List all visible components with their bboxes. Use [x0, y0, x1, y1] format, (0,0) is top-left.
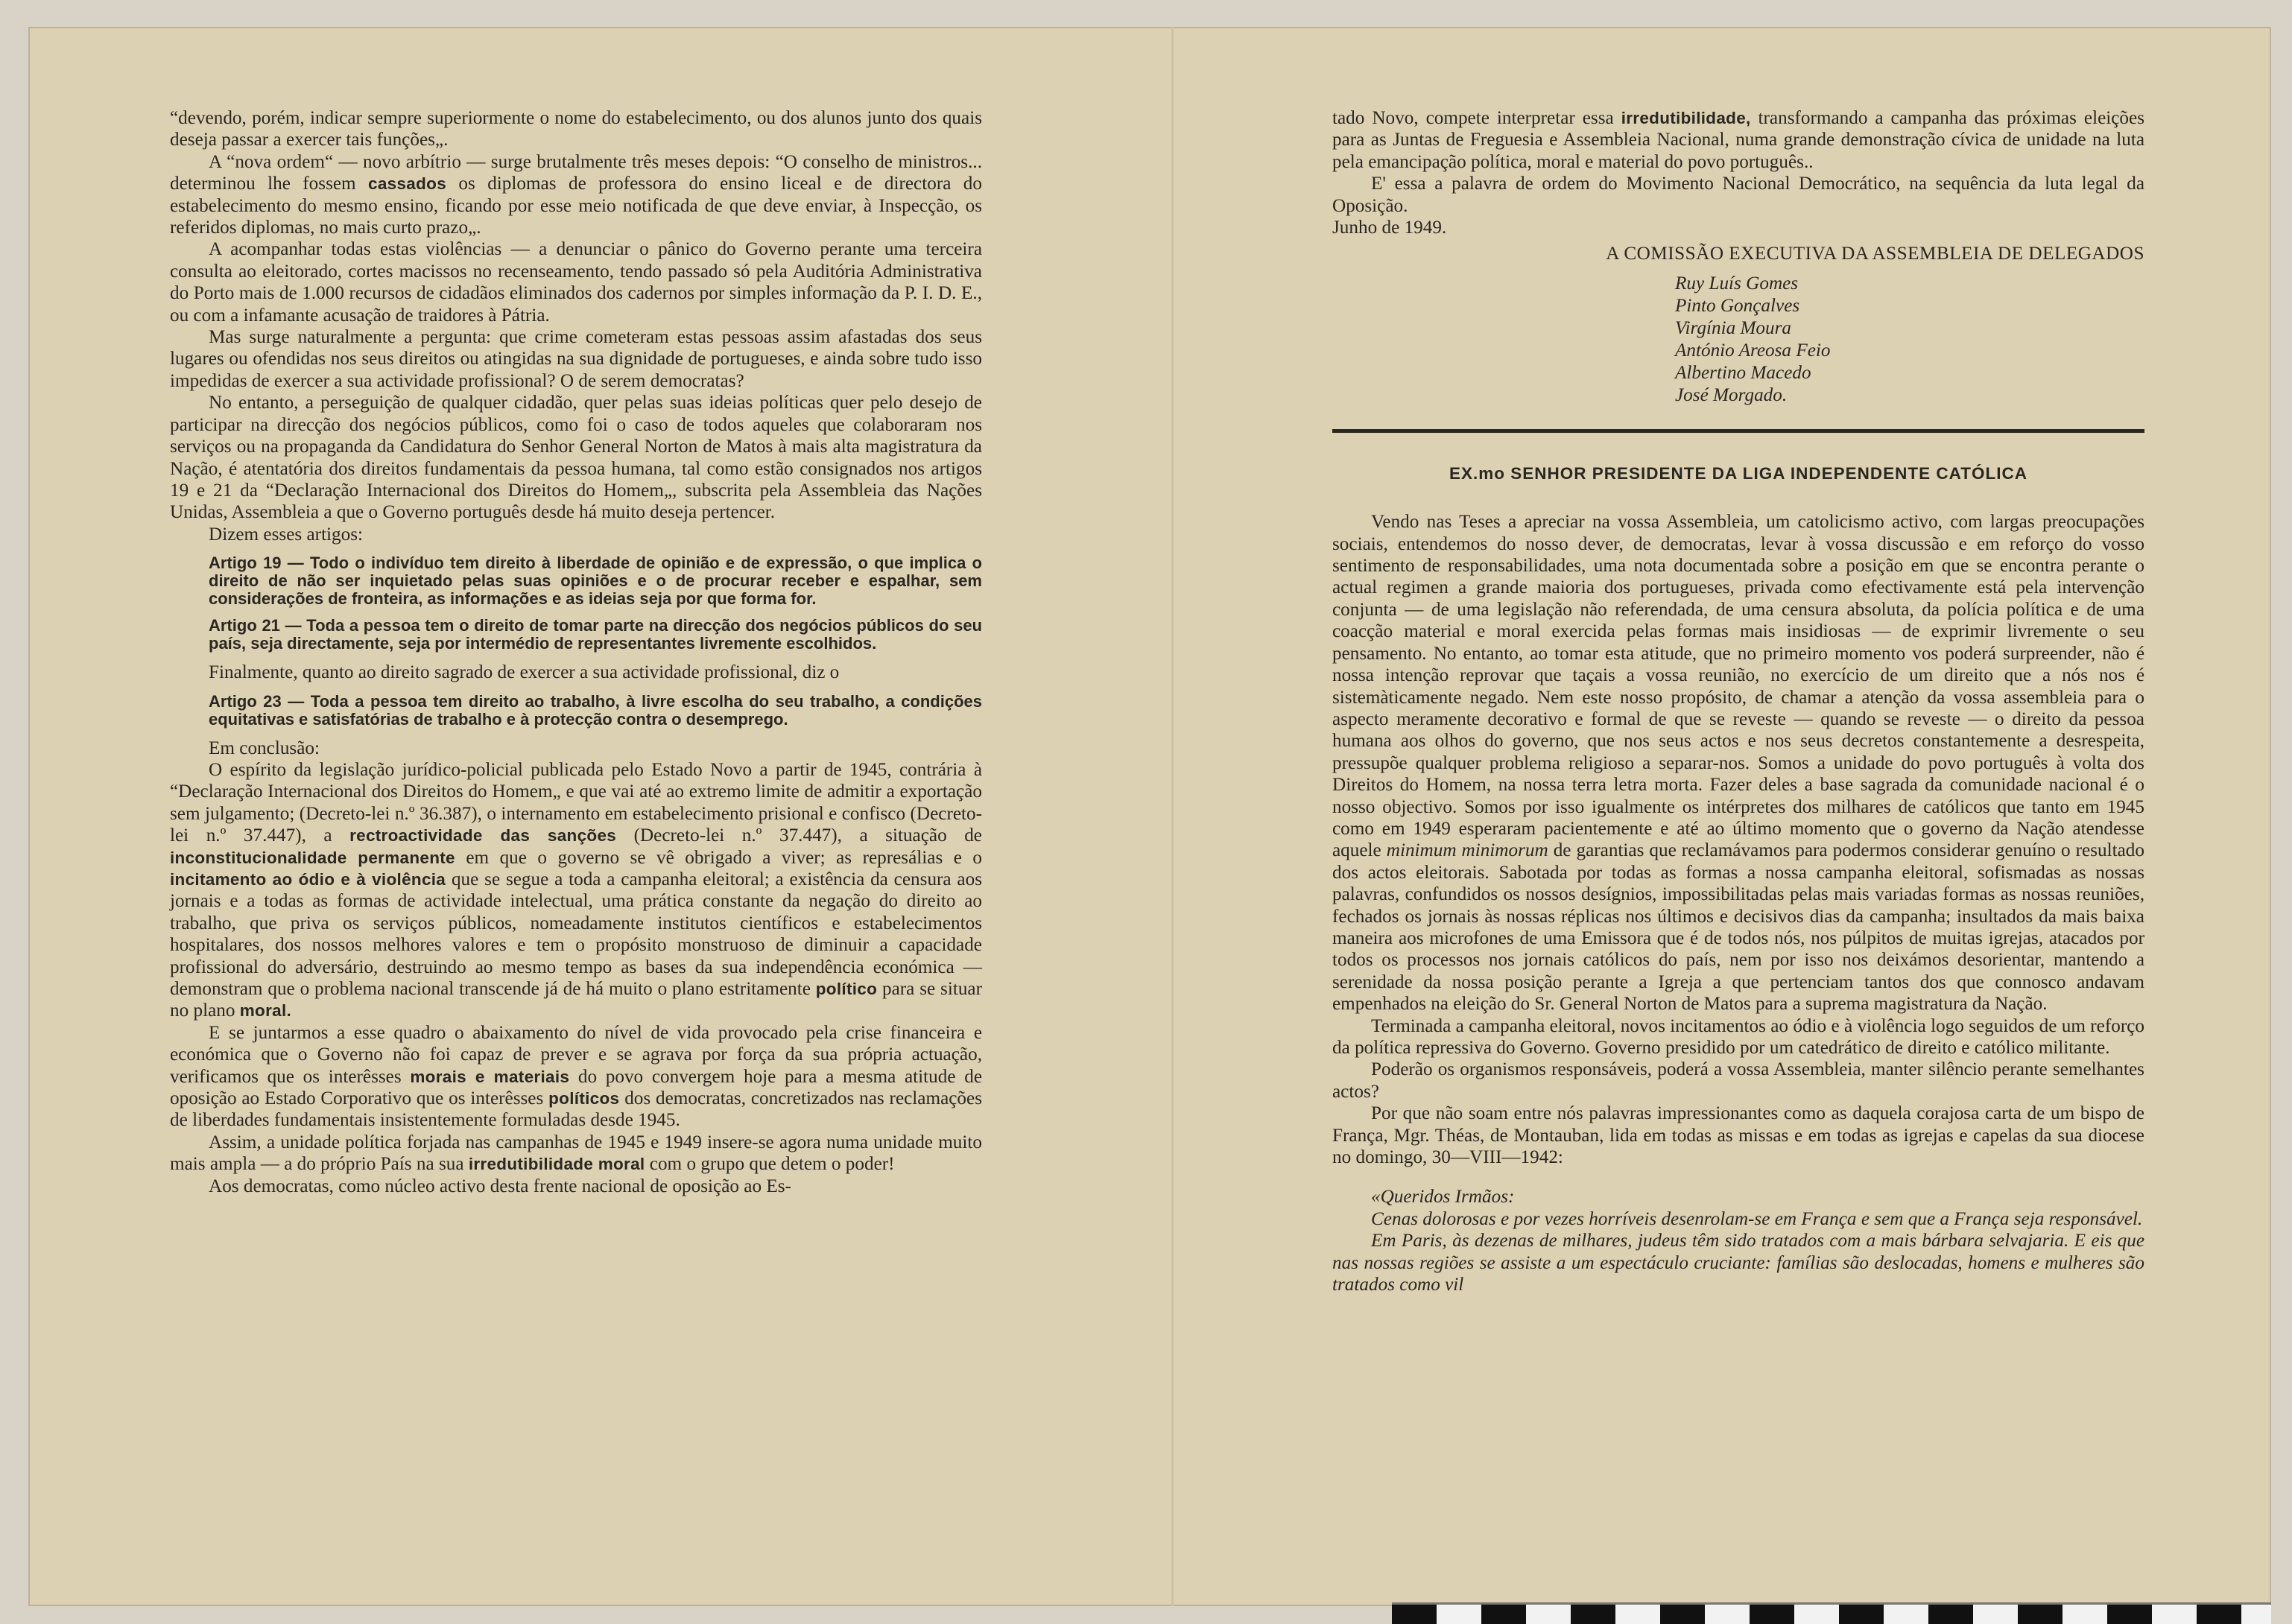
- paragraph: [1332, 1015, 2144, 1059]
- text-run: A acompanhar todas estas violências — a denunciar o pânico do Governo perante uma terceira consulta ao eleitorado, cortes macissos no recenseamento, tendo passado só pela Auditória Administrativa do Porto mais de 1.000 recursos de cidadãos eliminados dos cadernos por simples informação da P. I. D. E., ou com a infamante acusação de traidores à Pátria.: [170, 239, 982, 326]
- text-run: do povo convergem hoje para a mesma atitude de oposição ao Estado Corporativo que os interêsses: [170, 1066, 983, 1109]
- text-run: Cenas dolorosas e por vezes horríveis desenrolam-se em França e sem que a França seja responsável.: [1371, 1208, 2143, 1229]
- emphasis-text: inconstitucionalidade permanente: [170, 848, 455, 867]
- emphasis-text: rectroactividade das sanções: [349, 826, 617, 846]
- article-quote: Artigo 19 — Todo o indivíduo tem direito à liberdade de opinião e de expressão, o que implica o direito de não ser inquietado pelas suas opiniões e o de procurar receber e espalhar, sem considerações de fronteira, as informações e as ideias seja por que forma for.: [209, 554, 982, 609]
- document-sheet: [28, 27, 2271, 1606]
- paragraph: [1332, 1186, 2144, 1208]
- letter-heading: EX.mo SENHOR PRESIDENTE DA LIGA INDEPENDENTE CATÓLICA: [1449, 463, 2027, 483]
- paragraph: [1332, 1059, 2144, 1103]
- text-run: tado Novo, compete interpretar essa: [1332, 108, 1621, 128]
- text-run: No entanto, a perseguição de qualquer cidadão, quer pelas suas ideias políticas quer pelo desejo de participar na direcção dos negócios públicos, como foi o caso de todos aqueles que colaboraram nos serviços ou na propaganda da Candidatura do Senhor General Norton de Matos à mais alta magistratura da Nação, é atentatória dos direitos fundamentais da pessoa humana, tal como estão consignados nos artigos 19 e 21 da “Declaração Internacional dos Direitos do Homem„, subscrita pela Assembleia das Nações Unidas, Assembleia a que o Governo português desde há muito deseja pertencer.: [170, 393, 982, 523]
- paragraph: [1332, 173, 2144, 217]
- text-run: Em conclusão:: [209, 738, 320, 758]
- right-column: [1332, 107, 2144, 1295]
- page-fold: [1171, 27, 1174, 1606]
- section-divider: [1332, 429, 2144, 433]
- paragraph: [1332, 1230, 2144, 1295]
- signer-name: Virgínia Moura: [1675, 317, 1792, 338]
- paragraph: [170, 1132, 982, 1176]
- paragraph: [170, 107, 982, 151]
- signers-list: [1675, 273, 2144, 407]
- paragraph: [1332, 107, 2144, 173]
- text-run: que se segue a toda a campanha eleitoral; a existência da censura aos jornais e a todas as formas de actividade intelectual, uma prática constante da negação do direito ao trabalho, que priva os serviços públicos, nomeadamente institutos científicos e estabelecimentos hospitalares, dos nossos melhores valores e tem o propósito monstruoso de diminuir a capacidade profissional do adversário, destruindo ao mesmo tempo as bases da sua independência económica — demonstram que o problema nacional transcende já de há muito o plano estritamente: [170, 869, 982, 999]
- paragraph: [170, 738, 982, 759]
- signer-name: Ruy Luís Gomes: [1675, 273, 1799, 294]
- paragraph: [170, 392, 982, 523]
- right-body: [1332, 511, 2144, 1168]
- emphasis-text: cassados: [368, 174, 447, 194]
- text-run: Finalmente, quanto ao direito sagrado de exercer a sua actividade profissional, diz o: [209, 662, 840, 683]
- paragraph: [1332, 1103, 2144, 1168]
- text-run: minimum minimorum: [1386, 840, 1548, 861]
- signer-name: José Morgado.: [1675, 384, 1788, 405]
- text-run: para se situar no plano: [170, 979, 982, 1021]
- article-quote: Artigo 21 — Toda a pessoa tem o direito de tomar parte na direcção dos negócios públicos do seu país, seja directamente, seja por intermédio de representantes livremente escolhidos.: [209, 616, 982, 653]
- signer-name: Albertino Macedo: [1675, 362, 1811, 383]
- text-run: E se juntarmos a esse quadro o abaixamento do nível de vida provocado pela crise financeira e económica que o Governo não foi capaz de prever e se agrava por força da sua própria actuação, verificamos que os interêsses: [170, 1022, 982, 1087]
- text-run: Aos democratas, como núcleo activo desta frente nacional de oposição ao Es-: [209, 1176, 791, 1196]
- text-run: dos democratas, concretizados nas reclamações de liberdades fundamentais insistentemente formuladas desde 1945.: [170, 1088, 983, 1131]
- quoted-letter: [1332, 1186, 2144, 1295]
- text-run: Assim, a unidade política forjada nas campanhas de 1945 e 1949 insere-se agora numa unidade muito mais ampla — a do próprio País na sua: [170, 1132, 982, 1175]
- paragraph: [170, 524, 982, 545]
- left-column: [170, 107, 982, 1197]
- text-run: Dizem esses artigos:: [209, 524, 364, 545]
- text-run: em que o governo se vê obrigado a viver; as represálias e o: [455, 847, 982, 868]
- paragraph: [170, 1176, 982, 1197]
- text-run: Por que não soam entre nós palavras impressionantes como as daquela corajosa carta de um bispo de França, Mgr. Théas, de Montauban, lida em todas as missas e em todas as igrejas e capelas da sua diocese no domingo, 30—VIII—1942:: [1332, 1103, 2144, 1168]
- paragraph: [170, 151, 982, 239]
- text-run: Vendo nas Teses a apreciar na vossa Assembleia, um catolicismo activo, com largas preocupações sociais, entendemos do nosso dever, de democratas, levar à vossa discussão e em reforço do vosso sentimento de responsabilidades, uma nota documentada sobre a posição em que se encontra perante o actual regimen a grande maioria dos portugueses, privada como efectivamente está pela intervenção conjunta — de uma legislação não referendada, de uma censura absoluta, da polícia política e de uma coacção material e moral exercida pelas formas mais insidiosas — de exprimir livremente o seu pensamento. No entanto, ao tomar esta atitude, que no primeiro momento vos poderá surpreender, não é nossa intenção reprovar que taçais a vossa reunião, no exercício de um direito que a nós nos é sistemàticamente negado. Nem este nosso propósito, de chamar a atenção da vossa assembleia para o aspecto meramente decorativo e formal de que se reveste — quando se reveste — o direito da pessoa humana aos olhos do governo, que nos seus actos e nos seus decretos constantemente a desrespeita, pressupõe qualquer problema religioso a separar-nos. Somos a unidade do povo português à volta dos Direitos do Homem, na nossa terra letra morta. Fazer deles a base sagrada da comunidade nacional é o nosso objectivo. Somos por isso igualmente os intérpretes dos milhares de católicos que tanto em 1945 como em 1949 esperaram pacientemente e até ao último momento que o governo da Nação atendesse aquele: [1332, 512, 2144, 861]
- text-run: transformando a campanha das próximas eleições para as Juntas de Freguesia e Assembleia Nacional, numa grande demonstração cívica de unidade na luta pela emancipação política, moral e material do povo português..: [1332, 108, 2145, 172]
- paragraph: [170, 326, 982, 392]
- scale-ruler: [1392, 1602, 2271, 1624]
- emphasis-text: morais e materiais: [410, 1067, 570, 1086]
- paragraph: [170, 1022, 982, 1132]
- paragraph: [170, 238, 982, 326]
- emphasis-text: político: [815, 980, 878, 998]
- article-quote: Artigo 23 — Toda a pessoa tem direito ao trabalho, à livre escolha do seu trabalho, a condições equitativas e satisfatórias de trabalho e à protecção contra o desemprego.: [209, 691, 982, 729]
- emphasis-text: moral.: [239, 1001, 292, 1021]
- text-run: Poderão os organismos responsáveis, poderá a vossa Assembleia, manter silêncio perante semelhantes actos?: [1332, 1059, 2144, 1102]
- text-run: “devendo, porém, indicar sempre superiormente o nome do estabelecimento, ou dos alunos junto dos quais deseja passar a exercer tais funções„.: [170, 108, 982, 150]
- emphasis-text: irredutibilidade moral: [468, 1155, 645, 1174]
- signer-name: Pinto Gonçalves: [1675, 295, 1800, 316]
- signer-name: António Areosa Feio: [1675, 340, 1831, 361]
- text-run: Mas surge naturalmente a pergunta: que crime cometeram estas pessoas assim afastadas dos seus lugares ou ofendidas nos seus direitos ou atingidas na sua dignidade de portugueses, e ainda sobre tudo isso impedidas de exercer a sua actividade profissional? O de serem democratas?: [170, 327, 982, 391]
- text-run: «Queridos Irmãos:: [1371, 1187, 1515, 1208]
- paragraph: [170, 759, 982, 1022]
- text-run: E' essa a palavra de ordem do Movimento Nacional Democrático, na sequência da luta legal da Oposição.: [1332, 174, 2144, 216]
- text-run: com o grupo que detem o poder!: [645, 1154, 895, 1175]
- text-run: O espírito da legislação jurídico-policial publicada pelo Estado Novo a partir de 1945, contrária à “Declaração Internacional dos Direitos do Homem„ e que vai até ao extremo limite de admitir a exportação sem julgamento; (Decreto-lei n.º 36.387), o internamento em estabelecimento prisional e confisco (Decreto-lei n.º 37.447), a: [170, 759, 982, 846]
- emphasis-text: políticos: [548, 1089, 620, 1108]
- paragraph: [1332, 1208, 2144, 1230]
- emphasis-text: incitamento ao ódio e à violência: [170, 869, 446, 889]
- commission-title: A COMISSÃO EXECUTIVA DA ASSEMBLEIA DE DELEGADOS: [1606, 244, 2144, 264]
- right-intro: [1332, 107, 2144, 217]
- text-run: de garantias que reclamávamos para podermos considerar genuíno o resultado dos actos eleitorais. Sabotada por todas as formas a nossa campanha eleitoral, sofismadas as nossas palavras, confundidos os nossos desígnios, impossibilitadas pelas mais variadas formas as nossas reuniões, fechados os jornais às nossas réplicas nos últimos e decisivos dias da campanha; insultados da mais baixa maneira aos microfones de uma Emissora que é de todos nós, nos púlpitos de muitas igrejas, atacados por todos os processos nos jornais católicos do país, nem por isso nos deixámos desorientar, mantendo a serenidade da nossa posição perante a Igreja a que pertenciam tantos dos que connosco andavam empenhados na eleição do Sr. General Norton de Matos para a suprema magistratura da Nação.: [1332, 840, 2144, 1015]
- date-line: Junho de 1949.: [1332, 218, 1447, 238]
- text-run: Terminada a campanha eleitoral, novos incitamentos ao ódio e à violência logo seguidos de um reforço da política repressiva do Governo. Governo presidido por um catedrático de direito e católico militante.: [1332, 1015, 2144, 1058]
- emphasis-text: irredutibilidade,: [1621, 109, 1751, 127]
- text-run: A “nova ordem“ — novo arbítrio — surge brutalmente três meses depois: “O conselho de ministros... determinou lhe fossem: [170, 151, 982, 194]
- text-run: os diplomas de professora do ensino liceal e de directora do estabelecimento do mesmo ensino, ficando por esse meio notificada de que deve enviar, à Inspecção, os referidos diplomas, no mais curto prazo„.: [170, 174, 982, 238]
- paragraph: [170, 662, 982, 683]
- paragraph: [1332, 511, 2144, 1015]
- text-run: (Decreto-lei n.º 37.447), a situação de: [616, 825, 982, 846]
- text-run: Em Paris, às dezenas de milhares, judeus têm sido tratados com a mais bárbara selvajaria. E eis que nas nossas regiões se assiste a um espectáculo cruciante: famílias são deslocadas, homens e mulheres são tratados como vil: [1332, 1231, 2144, 1295]
